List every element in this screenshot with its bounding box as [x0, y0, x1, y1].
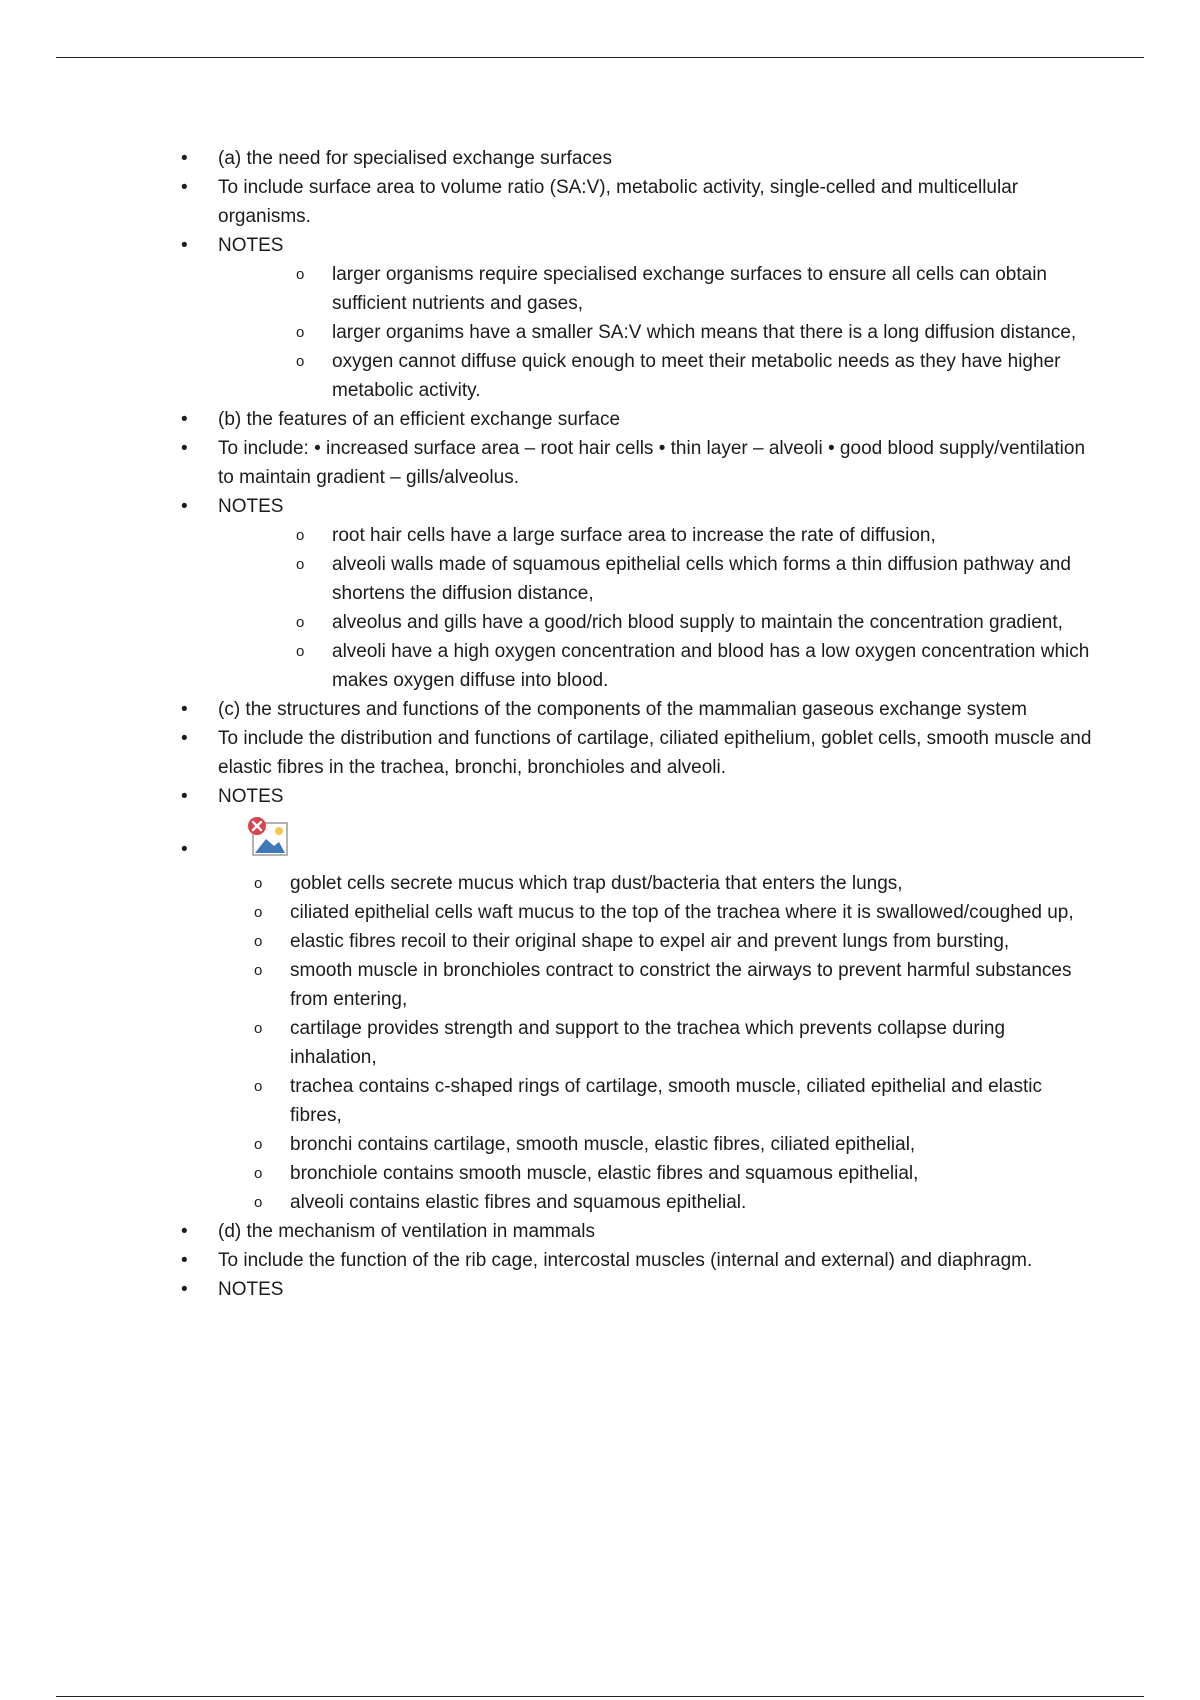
broken-image-icon[interactable]	[246, 815, 290, 859]
sub-bullet-icon: o	[254, 933, 263, 950]
sub-bullet-icon: o	[254, 1136, 263, 1153]
note-text: cartilage provides strength and support to the trachea which prevents collapse during inhalation,	[290, 1018, 1006, 1068]
list-item	[176, 405, 1096, 434]
section-d-heading: (d) the mechanism of ventilation in mammals	[218, 1221, 595, 1242]
list-item	[176, 492, 1096, 695]
sub-bullet-icon: o	[254, 1194, 263, 1211]
list-item	[176, 724, 1096, 782]
note-text: goblet cells secrete mucus which trap dust/bacteria that enters the lungs,	[290, 873, 903, 894]
note-text: smooth muscle in bronchioles contract to constrict the airways to prevent harmful substances from entering,	[290, 960, 1072, 1010]
sub-bullet-icon: o	[296, 556, 305, 573]
bullet-icon: •	[181, 496, 188, 517]
bullet-icon: •	[181, 728, 188, 749]
bullet-icon: •	[181, 786, 188, 807]
note-text: elastic fibres recoil to their original shape to expel air and prevent lungs from bursting,	[290, 931, 1010, 952]
note-item	[176, 1188, 1096, 1217]
note-text: bronchi contains cartilage, smooth muscle, elastic fibres, ciliated epithelial,	[290, 1134, 916, 1155]
note-item	[176, 1072, 1096, 1130]
section-c-heading: (c) the structures and functions of the components of the mammalian gaseous exchange system	[218, 699, 1027, 720]
list-item	[176, 1275, 1096, 1304]
sub-bullet-icon: o	[254, 1078, 263, 1095]
note-text: oxygen cannot diffuse quick enough to meet their metabolic needs as they have higher metabolic activity.	[332, 351, 1061, 401]
note-item	[218, 260, 1096, 318]
note-item	[176, 956, 1096, 1014]
list-item	[176, 782, 1096, 811]
list-item	[176, 231, 1096, 405]
note-text: larger organisms require specialised exchange surfaces to ensure all cells can obtain sufficient nutrients and gases,	[332, 264, 1047, 314]
note-text: alveoli contains elastic fibres and squamous epithelial.	[290, 1192, 747, 1213]
sub-bullet-icon: o	[296, 614, 305, 631]
sub-bullet-icon: o	[296, 266, 305, 283]
bullet-icon: •	[181, 235, 188, 256]
note-text: trachea contains c-shaped rings of cartilage, smooth muscle, ciliated epithelial and elastic fibres,	[290, 1076, 1042, 1126]
section-b-heading: (b) the features of an efficient exchange surface	[218, 409, 621, 430]
list-item	[176, 695, 1096, 724]
bullet-icon: •	[181, 148, 188, 169]
list-item	[176, 869, 1096, 1217]
note-item	[218, 608, 1096, 637]
sub-bullet-icon: o	[296, 353, 305, 370]
bullet-icon: •	[181, 699, 188, 720]
bullet-icon: •	[181, 438, 188, 459]
note-item	[218, 637, 1096, 695]
bullet-icon: •	[181, 839, 188, 860]
note-item	[176, 869, 1096, 898]
bullet-icon: •	[181, 177, 188, 198]
list-item	[176, 173, 1096, 231]
note-text: alveolus and gills have a good/rich blood supply to maintain the concentration gradient,	[332, 612, 1063, 633]
bullet-icon: •	[181, 1221, 188, 1242]
bullet-icon: •	[181, 409, 188, 430]
section-a-include: To include surface area to volume ratio (SA:V), metabolic activity, single-celled and multicellular organisms.	[218, 177, 1019, 227]
section-d-include: To include the function of the rib cage, intercostal muscles (internal and external) and diaphragm.	[218, 1250, 1033, 1271]
note-item	[176, 1159, 1096, 1188]
section-a-notes-label: NOTES	[218, 235, 284, 256]
note-item	[176, 1014, 1096, 1072]
list-item	[176, 1217, 1096, 1246]
sub-bullet-icon: o	[296, 527, 305, 544]
list-item	[176, 144, 1096, 173]
section-a-notes	[218, 260, 1096, 405]
section-b-notes	[218, 521, 1096, 695]
header-rule	[56, 57, 1144, 58]
section-a-heading: (a) the need for specialised exchange surfaces	[218, 148, 612, 169]
note-text: ciliated epithelial cells waft mucus to the top of the trachea where it is swallowed/coughed up,	[290, 902, 1074, 923]
note-text: larger organims have a smaller SA:V which means that there is a long diffusion distance,	[332, 322, 1077, 343]
note-item	[218, 550, 1096, 608]
note-item	[176, 898, 1096, 927]
note-text: alveoli walls made of squamous epithelial cells which forms a thin diffusion pathway and shortens the diffusion distance,	[332, 554, 1071, 604]
section-c-notes-label: NOTES	[218, 786, 284, 807]
list-item-image	[176, 811, 1096, 869]
sub-bullet-icon: o	[254, 904, 263, 921]
document-body	[176, 144, 1096, 1304]
sub-bullet-icon: o	[254, 1020, 263, 1037]
note-item	[176, 1130, 1096, 1159]
bullet-icon: •	[181, 1250, 188, 1271]
list-item	[176, 1246, 1096, 1275]
section-c-include: To include the distribution and functions of cartilage, ciliated epithelium, goblet cells, smooth muscle and elastic fibres in the trachea, bronchi, bronchioles and alveoli.	[218, 728, 1092, 778]
outline-list	[176, 144, 1096, 1304]
note-item	[176, 927, 1096, 956]
note-item	[218, 347, 1096, 405]
note-text: bronchiole contains smooth muscle, elastic fibres and squamous epithelial,	[290, 1163, 919, 1184]
sub-bullet-icon: o	[296, 324, 305, 341]
footer-rule	[56, 1696, 1144, 1697]
list-item	[176, 434, 1096, 492]
section-b-include: To include: • increased surface area – root hair cells • thin layer – alveoli • good blood supply/ventilation to maintain gradient – gills/alveolus.	[218, 438, 1086, 488]
sub-bullet-icon: o	[254, 875, 263, 892]
sub-bullet-icon: o	[254, 962, 263, 979]
note-text: root hair cells have a large surface area to increase the rate of diffusion,	[332, 525, 936, 546]
bullet-icon: •	[181, 1279, 188, 1300]
section-d-notes-label: NOTES	[218, 1279, 284, 1300]
sub-bullet-icon: o	[296, 643, 305, 660]
note-text: alveoli have a high oxygen concentration and blood has a low oxygen concentration which makes oxygen diffuse into blood.	[332, 641, 1090, 691]
section-b-notes-label: NOTES	[218, 496, 284, 517]
section-c-notes	[176, 869, 1096, 1217]
note-item	[218, 521, 1096, 550]
note-item	[218, 318, 1096, 347]
sub-bullet-icon: o	[254, 1165, 263, 1182]
